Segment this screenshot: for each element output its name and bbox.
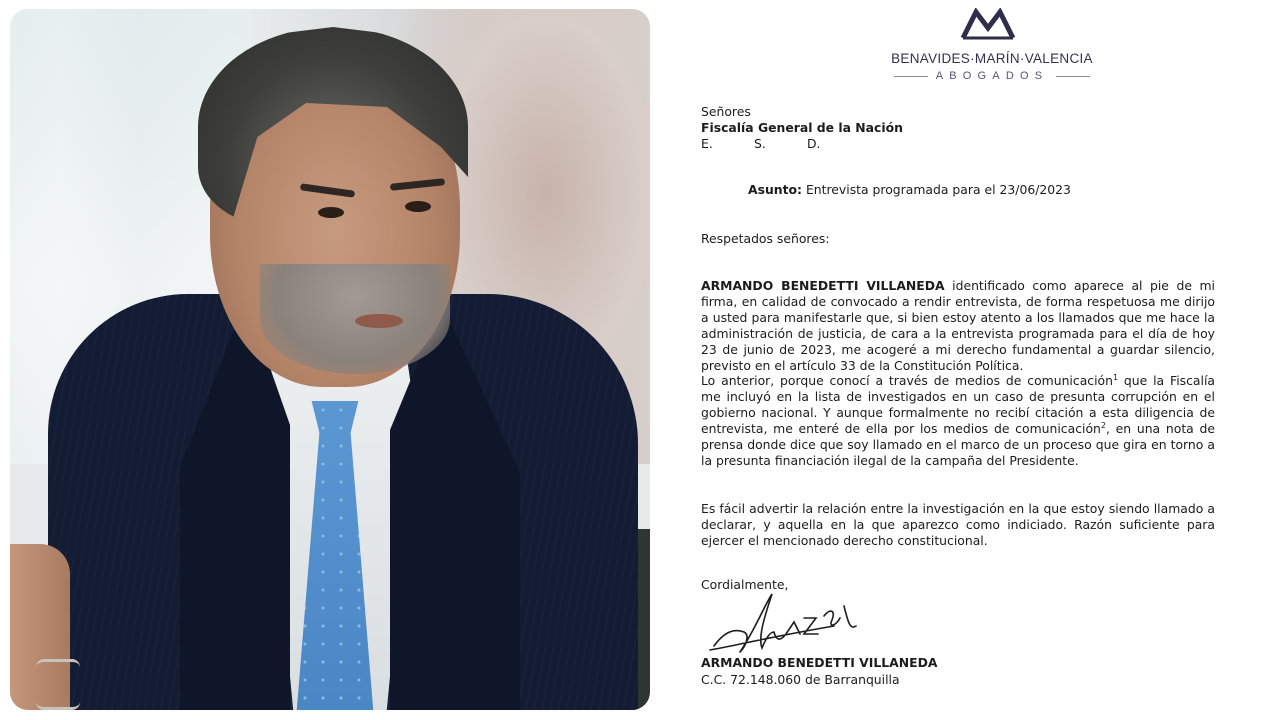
left-eye (318, 207, 344, 218)
mountain-m-logo-icon (960, 8, 1016, 40)
subject-line (748, 182, 1071, 198)
bracelet (36, 659, 80, 710)
footnote-ref-2: 2 (1100, 421, 1106, 431)
firm-name: BENAVIDES·MARÍN·VALENCIA (891, 51, 1093, 66)
footnote-ref-1: 1 (1112, 372, 1119, 382)
body-paragraph-3: Es fácil advertir la relación entre la investigación en la que estoy siendo llamado a declarar, y aquella en la que aparezco como indiciado. Razón suficiente para ejercer el mencionado derecho constitucional. (701, 501, 1215, 549)
firm-subtitle-text: ABOGADOS (935, 70, 1049, 82)
mouth (355, 314, 403, 328)
divider (894, 76, 928, 77)
esd-d: D. (807, 136, 821, 151)
firm-subtitle (882, 69, 1102, 83)
paragraph-1-text: identificado como aparece al pie de mi firma, en calidad de convocado a rendir entrevista, de forma respetuosa me dirijo a usted para manifestarle que, si bien estoy atento a los llamados que me hace la administración de justicia, de cara a la entrevista programada para el día de hoy 23 de junio de 2023, me acogeré a mi derecho fundamental a guardar silencio, previsto en el artículo 33 de la Constitución Política. (701, 278, 1215, 374)
paragraph-2-text-a: Lo anterior, porque conocí a través de medios de comunicación (701, 373, 1113, 388)
handwritten-signature-icon (704, 588, 884, 658)
closing: Cordialmente, (701, 577, 789, 592)
body-paragraph-2 (701, 373, 1215, 469)
recipient-organization: Fiscalía General de la Nación (701, 120, 903, 135)
paragraph-2-text-c: , en una nota de prensa donde dice que soy llamado en el marco de un proceso que gira en torno a la presunta financiación ilegal de la campaña del Presidente. (701, 421, 1215, 469)
signatory-id: C.C. 72.148.060 de Barranquilla (701, 672, 900, 687)
body-paragraph-1 (701, 278, 1215, 374)
letter-document (660, 0, 1280, 720)
declarant-name: ARMANDO BENEDETTI VILLANEDA (701, 278, 945, 293)
divider (1056, 76, 1090, 77)
right-eye (405, 201, 431, 212)
greeting: Respetados señores: (701, 231, 830, 246)
subject-text: Entrevista programada para el 23/06/2023 (802, 182, 1071, 197)
recipient-esd (701, 136, 860, 152)
subject-label: Asunto: (748, 182, 802, 197)
signatory-name: ARMANDO BENEDETTI VILLANEDA (701, 655, 938, 670)
paragraph-2-text-b: que la Fiscalía me incluyó en la lista de investigados en un caso de presunta corrupción en el gobierno nacional. Y aunque formalmente no recibí citación a esta diligencia de entrevista, me enteré de ella por los medios de comunicación (701, 373, 1215, 437)
esd-s: S. (754, 136, 766, 151)
recipient-salutation: Señores (701, 104, 751, 119)
esd-e: E. (701, 136, 713, 151)
portrait-photo (10, 9, 650, 710)
